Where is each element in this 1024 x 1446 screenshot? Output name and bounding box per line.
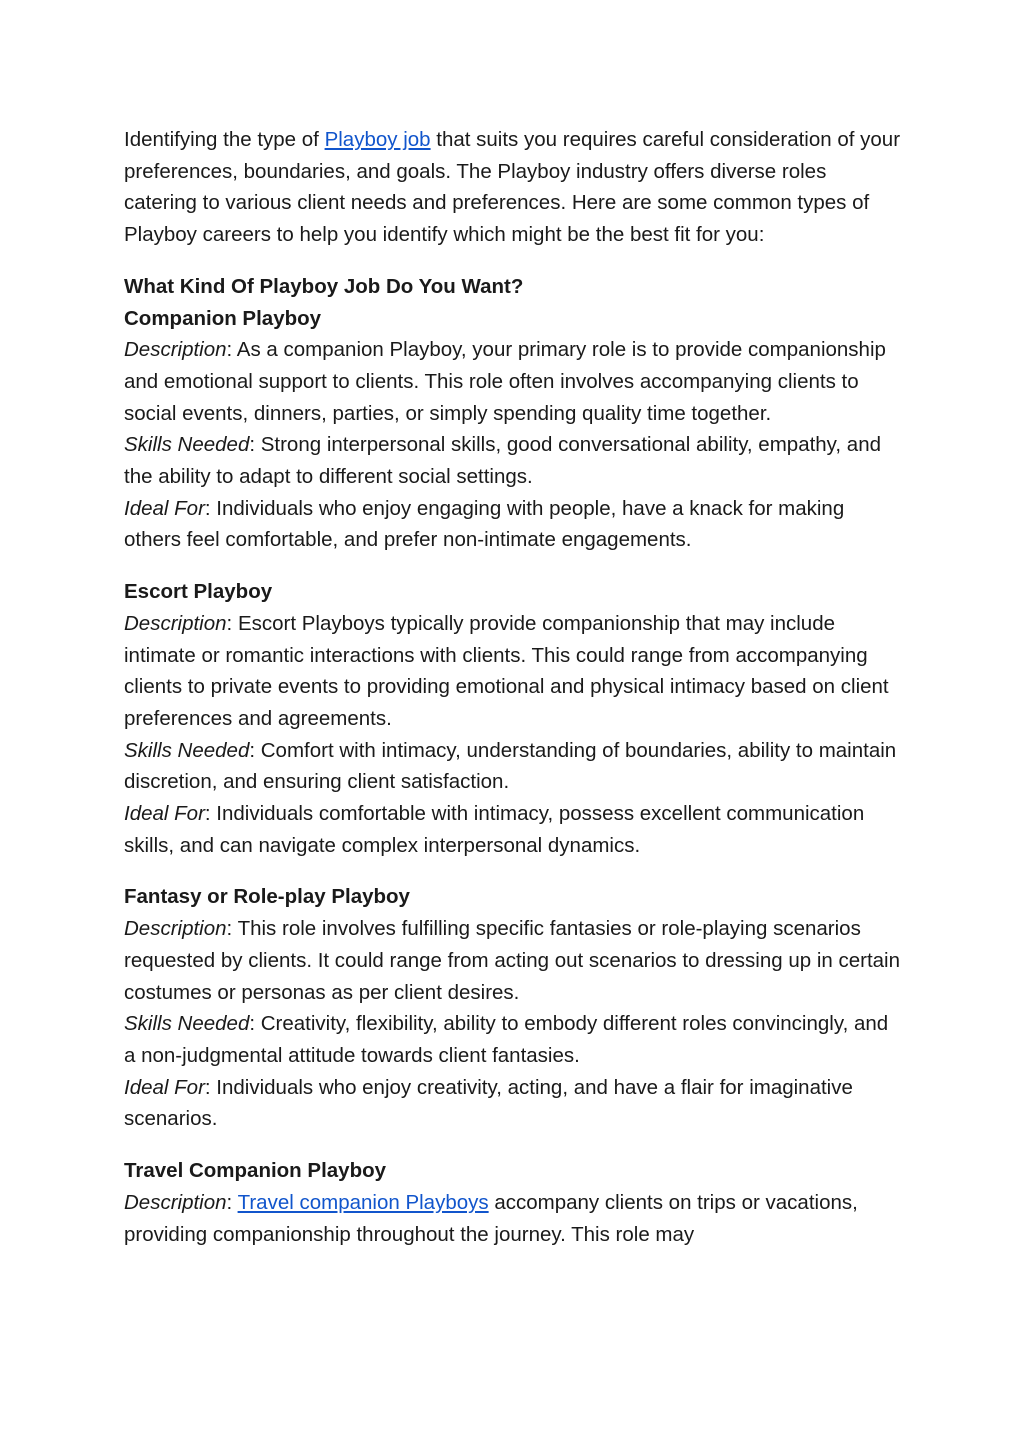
skills-label: Skills Needed [124, 1012, 250, 1036]
description-paragraph [124, 608, 904, 735]
description-text: : This role involves fulfilling specific fantasies or role-playing scenarios requested by clients. It could range from acting out scenarios to dressing up in certain costumes or personas as per client desires. [124, 917, 901, 1004]
description-prefix: : [226, 1190, 238, 1214]
description-paragraph [124, 913, 904, 1008]
ideal-label: Ideal For [124, 1075, 205, 1099]
description-label: Description [124, 338, 227, 362]
description-label: Description [124, 1190, 227, 1214]
skills-paragraph [124, 735, 904, 798]
main-heading: What Kind Of Playboy Job Do You Want? [124, 274, 524, 298]
document-page [124, 124, 904, 1270]
description-paragraph [124, 334, 904, 429]
skills-text: : Strong interpersonal skills, good conversational ability, empathy, and the ability to adapt to different social settings. [124, 433, 882, 489]
ideal-paragraph [124, 798, 904, 861]
skills-text: : Creativity, flexibility, ability to embody different roles convincingly, and a non-judgmental attitude towards client fantasies. [124, 1012, 889, 1067]
ideal-paragraph [124, 1072, 904, 1135]
ideal-text: : Individuals who enjoy engaging with people, have a knack for making others feel comfortable, and prefer non-intimate engagements. [124, 496, 845, 552]
ideal-label: Ideal For [124, 802, 205, 826]
intro-paragraph [124, 124, 904, 251]
description-label: Description [124, 611, 227, 635]
description-paragraph [124, 1187, 904, 1250]
section-title: Travel Companion Playboy [124, 1159, 387, 1183]
ideal-text: : Individuals comfortable with intimacy, possess excellent communication skills, and can navigate complex interpersonal dynamics. [124, 802, 865, 857]
section-title: Escort Playboy [124, 580, 273, 604]
section-title: Fantasy or Role-play Playboy [124, 885, 410, 909]
description-label: Description [124, 917, 227, 941]
intro-text-start: Identifying the type of [124, 128, 325, 151]
intro-text-end: that suits you requires careful consideration of your preferences, boundaries, and goals. The Playboy industry offers diverse roles catering to various client needs and preferences. Here are some common types of Playboy careers to help you identify which might be the best fit for you: [124, 128, 901, 247]
section-fantasy [124, 881, 904, 1135]
section-travel [124, 1155, 904, 1250]
section-title: Companion Playboy [124, 306, 322, 330]
ideal-text: : Individuals who enjoy creativity, acting, and have a flair for imaginative scenarios. [124, 1075, 853, 1131]
skills-paragraph [124, 429, 904, 492]
skills-label: Skills Needed [124, 433, 250, 457]
playboy-job-link[interactable]: Playboy job [324, 128, 431, 151]
ideal-label: Ideal For [124, 496, 205, 520]
description-text: : As a companion Playboy, your primary role is to provide companionship and emotional support to clients. This role often involves accompanying clients to social events, dinners, parties, or simply spending quality time together. [124, 338, 886, 425]
travel-companion-link[interactable]: Travel companion Playboys [237, 1190, 489, 1214]
skills-label: Skills Needed [124, 738, 250, 762]
description-text: accompany clients on trips or vacations, providing companionship throughout the journey. This role may [124, 1190, 858, 1246]
section-companion [124, 271, 904, 556]
section-escort [124, 576, 904, 861]
ideal-paragraph [124, 493, 904, 556]
skills-text: : Comfort with intimacy, understanding of boundaries, ability to maintain discretion, and ensuring client satisfaction. [124, 738, 897, 794]
skills-paragraph [124, 1008, 904, 1071]
description-text: : Escort Playboys typically provide companionship that may include intimate or romantic interactions with clients. This could range from accompanying clients to private events to providing emotional and physical intimacy based on client preferences and agreements. [124, 611, 889, 730]
